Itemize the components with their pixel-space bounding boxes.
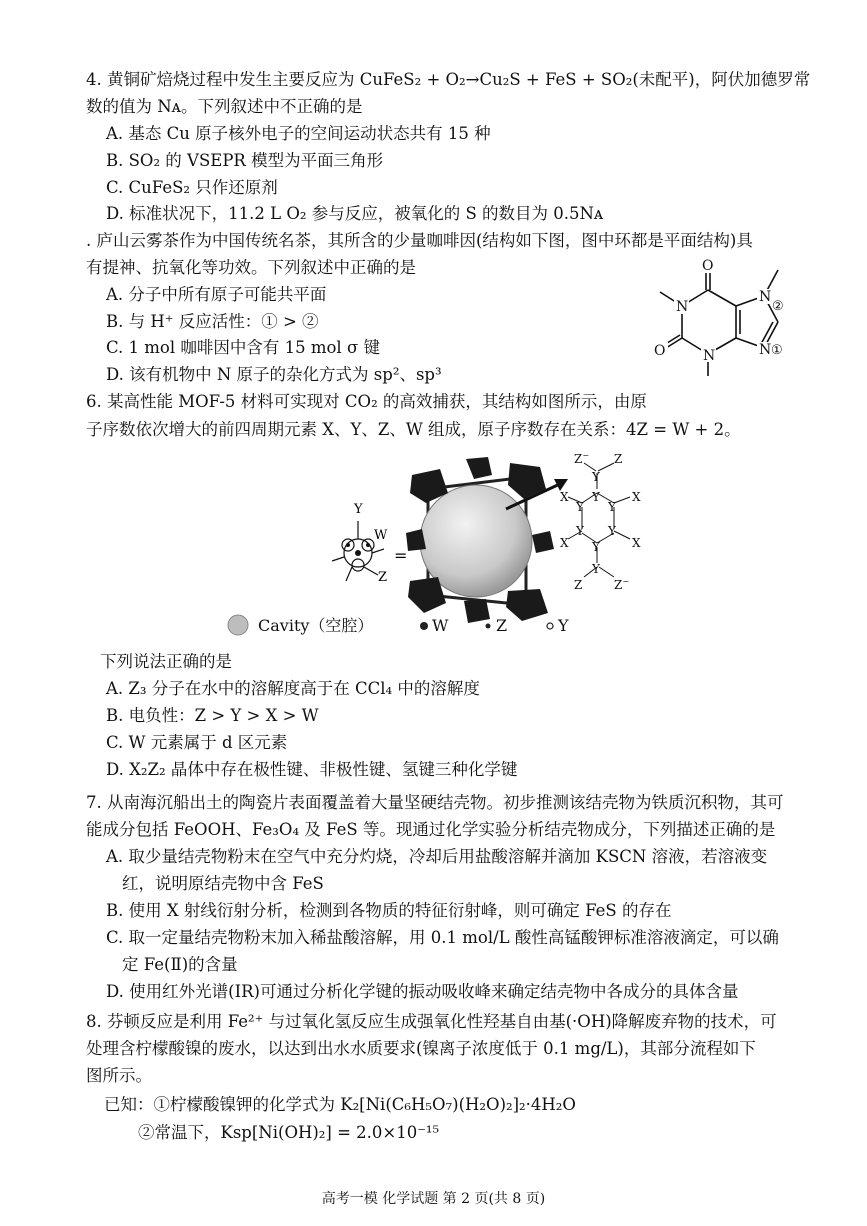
svg-text:Y: Y <box>576 524 584 538</box>
q4-stem-line1: 4. 黄铜矿焙烧过程中发生主要反应为 CuFeS₂ + O₂→Cu₂S + FeS + SO₂(未配平)，阿伏加德罗常 <box>86 70 811 89</box>
caffeine-mark-1: ① <box>771 343 783 358</box>
svg-text:X: X <box>560 536 569 550</box>
q4-stem-line2: 数的值为 Nᴀ。下列叙述中不正确的是 <box>86 97 363 116</box>
q4-option-d: D. 标准状况下，11.2 L O₂ 参与反应，被氧化的 S 的数目为 0.5Nᴀ <box>106 204 604 223</box>
equals-sign: = <box>394 546 408 565</box>
legend-z: Z <box>496 616 508 635</box>
cluster-label-w: W <box>374 528 388 543</box>
q5-option-c: C. 1 mol 咖啡因中含有 15 mol σ 键 <box>106 338 380 357</box>
q6-stem-line1: 6. 某高性能 MOF-5 材料可实现对 CO₂ 的高效捕获，其结构如图所示，由原 <box>86 392 647 411</box>
svg-text:Z−: Z− <box>614 577 630 592</box>
q7-stem-line2: 能成分包括 FeOOH、Fe₃O₄ 及 FeS 等。现通过化学实验分析结壳物成分，下列描述正确的是 <box>86 820 776 839</box>
q8-stem-line1: 8. 芬顿反应是利用 Fe²⁺ 与过氧化氢反应生成强氧化性羟基自由基(·OH)降解废弃物的技术，可 <box>86 1012 777 1031</box>
q5-option-a: A. 分子中所有原子可能共平面 <box>106 285 327 304</box>
q4-option-a: A. 基态 Cu 原子核外电子的空间运动状态共有 15 种 <box>106 124 491 143</box>
cluster-label-y: Y <box>354 502 363 517</box>
q6-option-c: C. W 元素属于 d 区元素 <box>106 733 288 752</box>
legend-w: W <box>432 616 449 635</box>
q8-known-2: ②常温下，Ksp[Ni(OH)₂] = 2.0×10⁻¹⁵ <box>138 1123 440 1142</box>
q7-stem-line1: 7. 从南海沉船出土的陶瓷片表面覆盖着大量坚硬结壳物。初步推测该结壳物为铁质沉积物，其可 <box>86 793 784 812</box>
q8-stem-line2: 处理含柠檬酸镍的废水，以达到出水水质要求(镍离子浓度低于 0.1 mg/L)，其部分流程如下 <box>86 1039 756 1058</box>
caffeine-o-left: O <box>654 343 666 359</box>
caffeine-structure-figure <box>630 250 810 400</box>
svg-text:Z: Z <box>574 578 583 592</box>
caffeine-n3: N <box>703 348 716 364</box>
caffeine-n1: N <box>676 299 689 315</box>
svg-text:Y: Y <box>608 500 616 514</box>
q6-option-b: B. 电负性：Z > Y > X > W <box>106 706 319 725</box>
caffeine-n9: N <box>759 342 772 358</box>
svg-text:Y: Y <box>592 540 600 554</box>
svg-text:Y: Y <box>592 470 600 484</box>
q6-option-d: D. X₂Z₂ 晶体中存在极性键、非极性键、氢键三种化学键 <box>106 760 518 779</box>
q7-option-c-line2: 定 Fe(Ⅱ)的含量 <box>122 955 238 974</box>
q7-option-d: D. 使用红外光谱(IR)可通过分析化学键的振动吸收峰来确定结壳物中各成分的具体含量 <box>106 982 739 1001</box>
page-footer: 高考一模 化学试题 第 2 页(共 8 页) <box>321 1191 546 1207</box>
q8-known-1: 已知：①柠檬酸镍钾的化学式为 K₂[Ni(C₆H₅O₇)(H₂O)₂]₂·4H₂O <box>104 1095 576 1114</box>
q5-stem-line2: 有提神、抗氧化等功效。下列叙述中正确的是 <box>86 258 416 277</box>
q6-lead: 下列说法正确的是 <box>100 652 232 671</box>
legend-cavity: Cavity（空腔） <box>258 616 374 635</box>
linker-label-x: X <box>560 490 569 504</box>
q8-stem-line3: 图所示。 <box>86 1066 152 1085</box>
q6-stem-line2: 子序数依次增大的前四周期元素 X、Y、Z、W 组成，原子序数存在关系：4Z = W + 2。 <box>86 420 741 439</box>
cluster-label-z: Z <box>378 570 388 585</box>
q5-option-b: B. 与 H⁺ 反应活性：① > ② <box>106 312 319 331</box>
legend-y: Y <box>558 616 569 635</box>
q5-stem-line1: . 庐山云雾茶作为中国传统名茶，其所含的少量咖啡因(结构如下图，图中环都是平面结构)具 <box>86 231 753 250</box>
q6-option-a: A. Z₃ 分子在水中的溶解度高于在 CCl₄ 中的溶解度 <box>106 679 480 698</box>
caffeine-o-top: O <box>702 258 714 274</box>
q4-option-c: C. CuFeS₂ 只作还原剂 <box>106 178 278 197</box>
q7-option-a-line2: 红，说明原结壳物中含 FeS <box>122 874 324 893</box>
q7-option-b: B. 使用 X 射线衍射分析，检测到各物质的特征衍射峰，则可确定 FeS 的存在 <box>106 901 672 920</box>
svg-text:X: X <box>632 490 641 504</box>
svg-text:Y: Y <box>608 524 616 538</box>
svg-text:X: X <box>632 536 641 550</box>
svg-text:Z: Z <box>614 452 623 466</box>
svg-text:Z−: Z− <box>574 451 590 466</box>
q7-option-c-line1: C. 取一定量结壳物粉末加入稀盐酸溶解，用 0.1 mol/L 酸性高锰酸钾标准溶液滴定，可以确 <box>106 928 779 947</box>
q4-option-b: B. SO₂ 的 VSEPR 模型为平面三角形 <box>106 151 384 170</box>
svg-text:Y: Y <box>576 500 584 514</box>
q5-option-d: D. 该有机物中 N 原子的杂化方式为 sp²、sp³ <box>106 365 442 384</box>
svg-text:Y: Y <box>592 490 600 504</box>
caffeine-mark-2: ② <box>772 299 784 314</box>
caffeine-n7: N <box>759 289 772 305</box>
q7-option-a-line1: A. 取少量结壳物粉末在空气中充分灼烧，冷却后用盐酸溶解并滴加 KSCN 溶液，若溶液变 <box>106 847 768 866</box>
svg-text:Y: Y <box>592 562 600 576</box>
